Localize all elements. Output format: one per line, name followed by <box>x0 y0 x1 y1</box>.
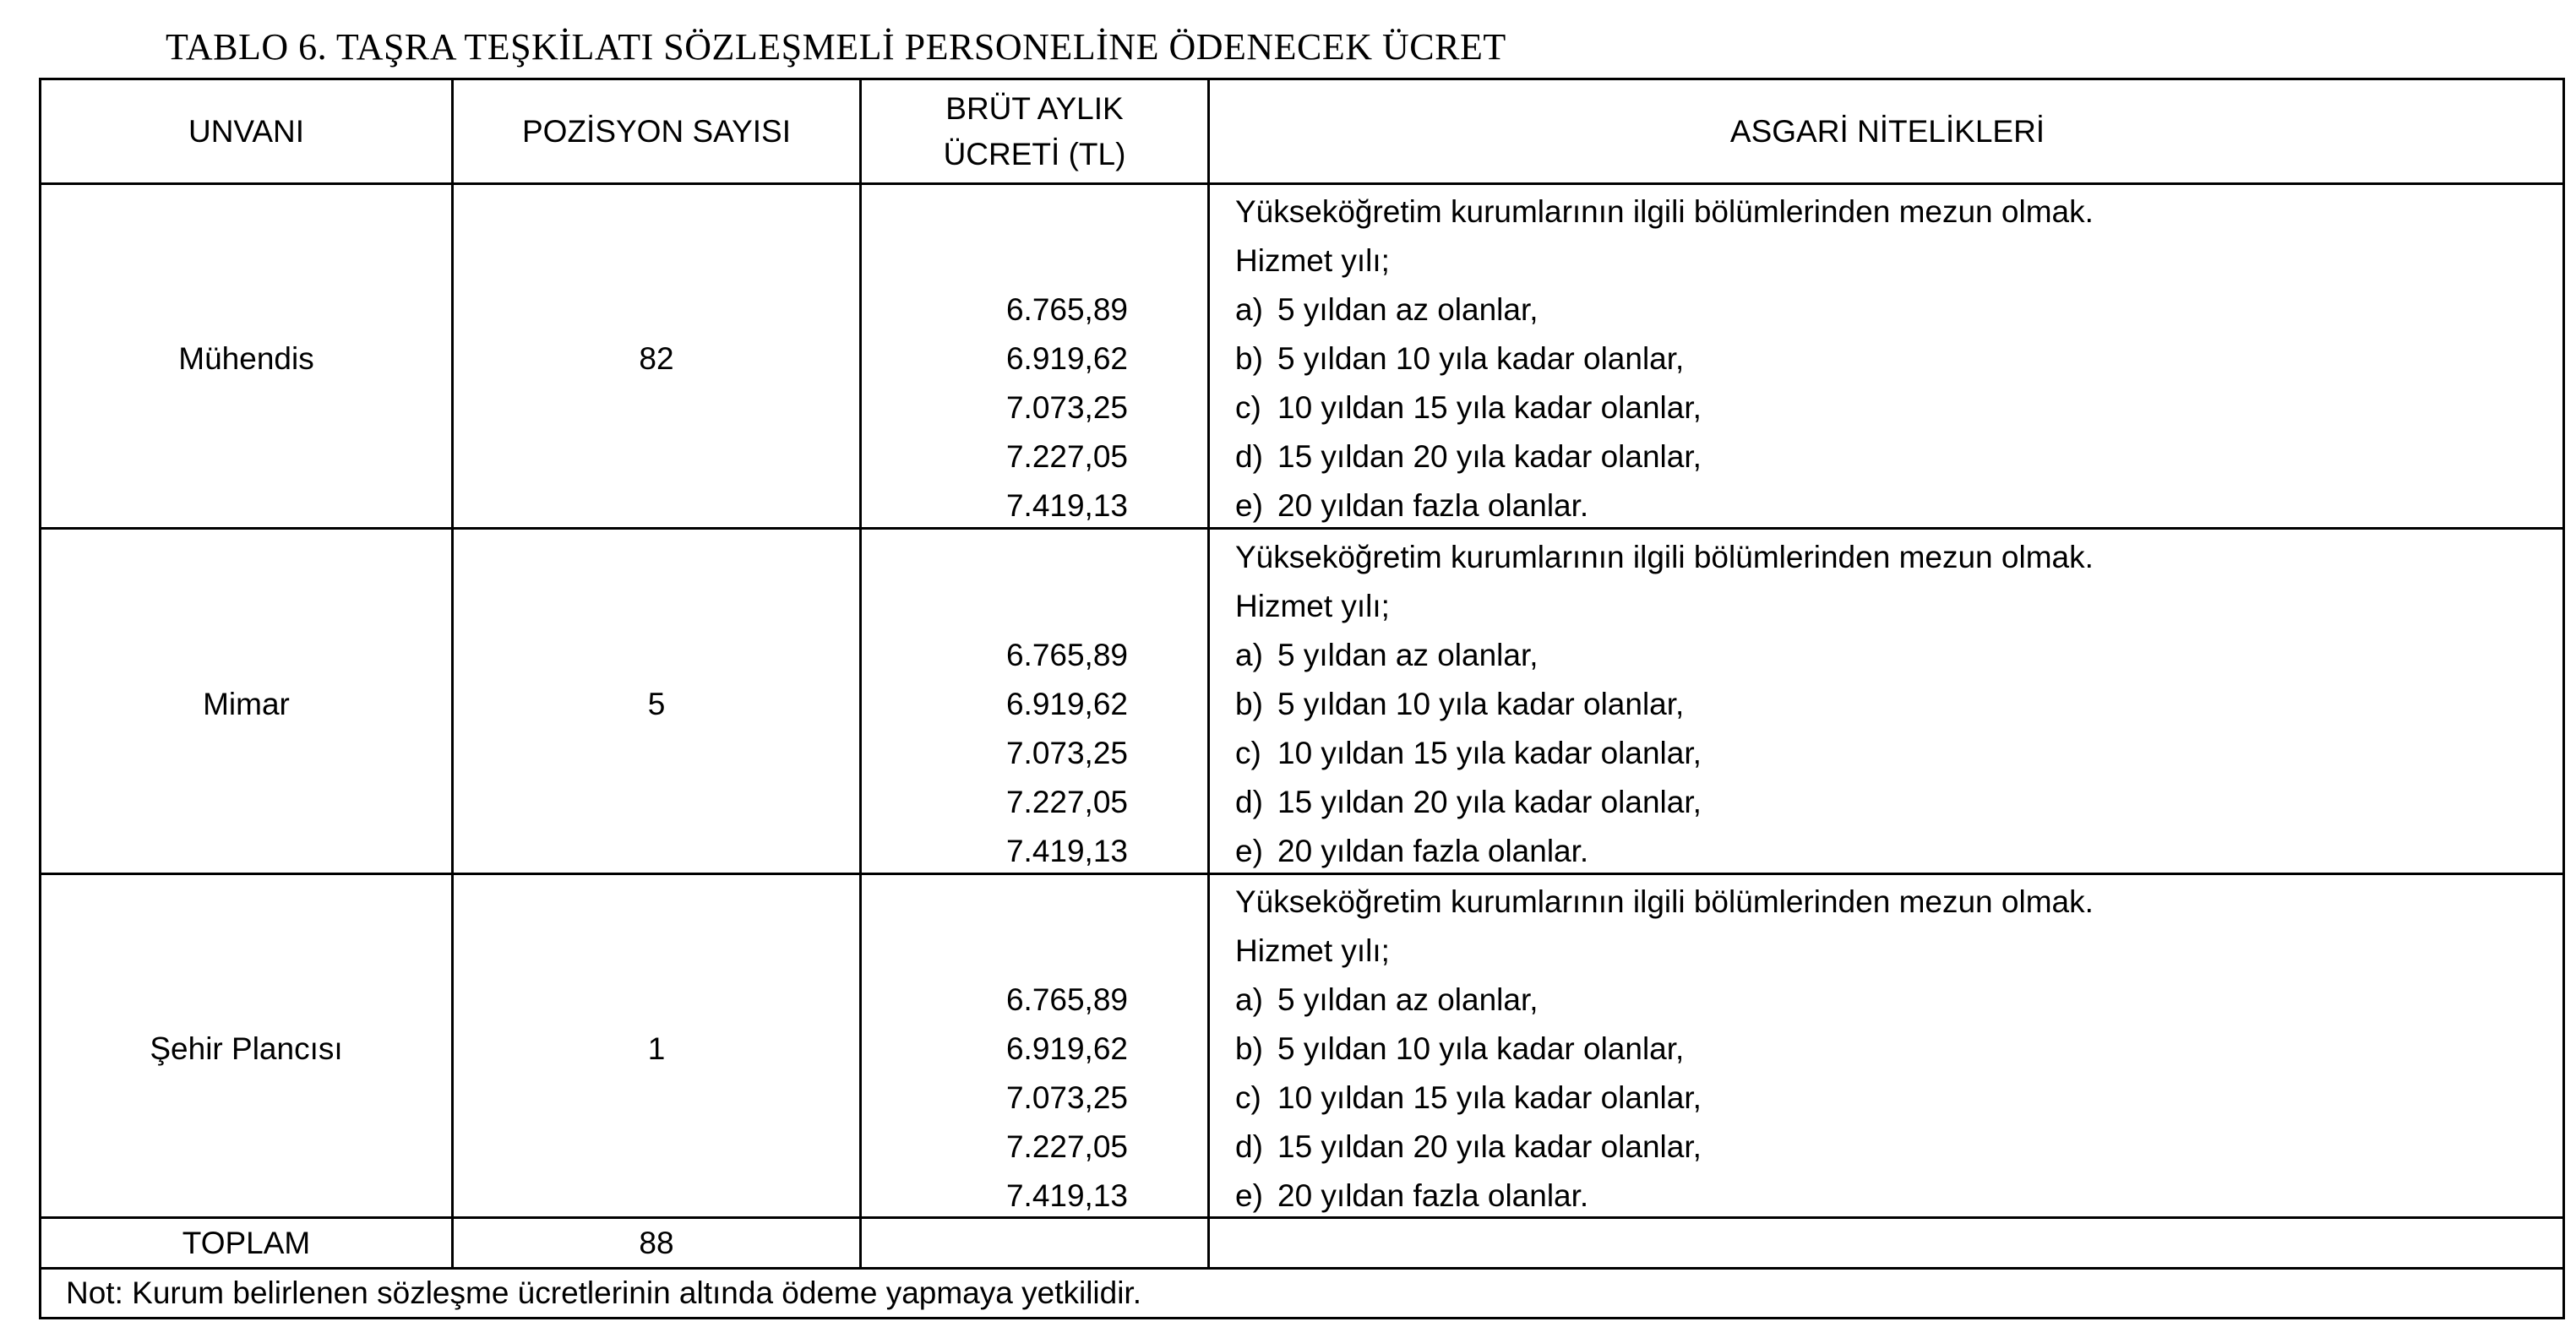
column-divider <box>1207 78 1210 1270</box>
kademe-item: c) 10 yıldan 15 yıla kadar olanlar, <box>1235 736 1702 770</box>
header-pozisyon-sayisi: POZİSYON SAYISI <box>521 113 791 149</box>
ucret-value: 7.419,13 <box>1005 488 1128 523</box>
ucret-value: 7.227,05 <box>1005 1129 1128 1164</box>
hizmet-yili-label: Hizmet yılı; <box>1235 243 1390 278</box>
hizmet-yili-label: Hizmet yılı; <box>1235 589 1390 623</box>
hizmet-yili-label: Hizmet yılı; <box>1235 933 1390 968</box>
kademe-item: a) 5 yıldan az olanlar, <box>1235 292 1539 327</box>
row-nitelikler <box>1235 878 2553 1221</box>
row-pozisyon: 82 <box>639 341 674 376</box>
ucret-value: 6.919,62 <box>1005 1031 1128 1066</box>
kademe-item: a) 5 yıldan az olanlar, <box>1235 638 1539 672</box>
total-label: TOPLAM <box>182 1226 311 1260</box>
ucret-value: 7.073,25 <box>1005 736 1128 770</box>
ucret-value: 6.765,89 <box>1005 292 1128 327</box>
header-unvani: UNVANI <box>188 113 305 149</box>
row-pozisyon: 5 <box>647 687 666 721</box>
nitelik-intro: Yükseköğretim kurumlarının ilgili bölümlerinden mezun olmak. <box>1235 194 2094 229</box>
kademe-item: e) 20 yıldan fazla olanlar. <box>1235 834 1589 868</box>
ucret-value: 7.227,05 <box>1005 785 1128 819</box>
row-ucretler <box>862 976 1128 1221</box>
footnote: Not: Kurum belirlenen sözleşme ücretlerinin altında ödeme yapmaya yetkilidir. <box>66 1275 1141 1310</box>
row-unvan: Mühendis <box>178 341 314 376</box>
column-divider <box>451 78 454 1270</box>
kademe-item: d) 15 yıldan 20 yıla kadar olanlar, <box>1235 785 1702 819</box>
ucret-value: 7.073,25 <box>1005 390 1128 425</box>
kademe-item: e) 20 yıldan fazla olanlar. <box>1235 1178 1589 1213</box>
kademe-item: c) 10 yıldan 15 yıla kadar olanlar, <box>1235 1080 1702 1115</box>
kademe-item: d) 15 yıldan 20 yıla kadar olanlar, <box>1235 439 1702 474</box>
ucret-value: 6.765,89 <box>1005 982 1128 1017</box>
ucret-value: 7.073,25 <box>1005 1080 1128 1115</box>
row-unvan: Şehir Plancısı <box>150 1031 343 1066</box>
kademe-item: a) 5 yıldan az olanlar, <box>1235 982 1539 1017</box>
total-value: 88 <box>639 1226 674 1260</box>
header-ucret-line2: ÜCRETİ (TL) <box>943 137 1126 171</box>
kademe-item: b) 5 yıldan 10 yıla kadar olanlar, <box>1235 687 1685 721</box>
row-pozisyon: 1 <box>647 1031 666 1066</box>
table-title: TABLO 6. TAŞRA TEŞKİLATI SÖZLEŞMELİ PERSONELİNE ÖDENECEK ÜCRET <box>166 26 1506 68</box>
row-unvan: Mimar <box>203 687 290 721</box>
header-brut-aylik-ucret <box>862 86 1207 177</box>
header-divider <box>39 182 2565 185</box>
kademe-item: d) 15 yıldan 20 yıla kadar olanlar, <box>1235 1129 1702 1164</box>
ucret-value: 7.419,13 <box>1005 834 1128 868</box>
ucret-value: 6.765,89 <box>1005 638 1128 672</box>
kademe-item: c) 10 yıldan 15 yıla kadar olanlar, <box>1235 390 1702 425</box>
row-ucretler <box>862 631 1128 876</box>
kademe-item: e) 20 yıldan fazla olanlar. <box>1235 488 1589 523</box>
ucret-value: 7.227,05 <box>1005 439 1128 474</box>
ucret-value: 6.919,62 <box>1005 687 1128 721</box>
row-ucretler <box>862 286 1128 530</box>
kademe-item: b) 5 yıldan 10 yıla kadar olanlar, <box>1235 341 1685 376</box>
ucret-value: 6.919,62 <box>1005 341 1128 376</box>
header-asgari-nitelikleri: ASGARİ NİTELİKLERİ <box>1729 113 2045 149</box>
row-nitelikler <box>1235 188 2553 530</box>
header-ucret-line1: BRÜT AYLIK <box>945 91 1124 126</box>
ucret-value: 7.419,13 <box>1005 1178 1128 1213</box>
kademe-item: b) 5 yıldan 10 yıla kadar olanlar, <box>1235 1031 1685 1066</box>
nitelik-intro: Yükseköğretim kurumlarının ilgili bölümlerinden mezun olmak. <box>1235 540 2094 574</box>
nitelik-intro: Yükseköğretim kurumlarının ilgili bölümlerinden mezun olmak. <box>1235 884 2094 919</box>
row-nitelikler <box>1235 533 2553 876</box>
